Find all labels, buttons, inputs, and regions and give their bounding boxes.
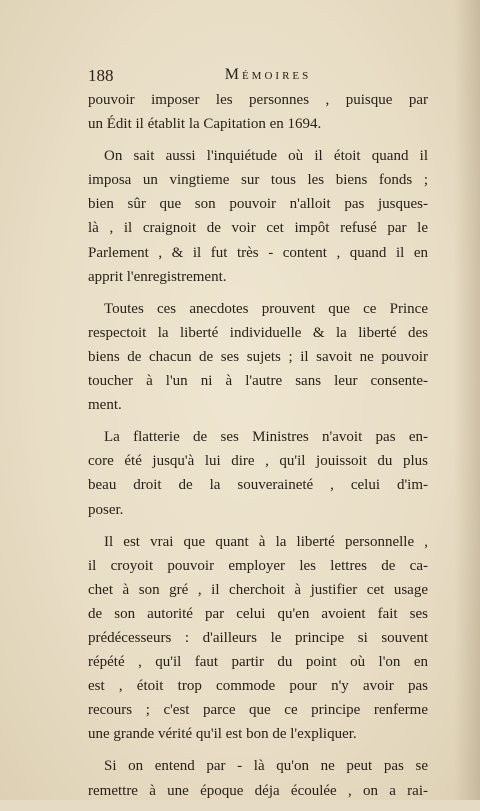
text-line: prédécesseurs : d'ailleurs le principe si souvent <box>88 629 428 646</box>
text-line: répété , qu'il faut partir du point où l'on en <box>88 654 428 671</box>
paragraph <box>88 297 428 417</box>
paragraph <box>88 530 428 747</box>
text-line: La flatterie de ses Ministres n'avoit pas en- <box>104 429 428 446</box>
text-line: bien sûr que son pouvoir n'alloit pas jusques- <box>88 196 428 213</box>
text-line: apprit l'enregistrement. <box>88 268 227 285</box>
paragraph <box>88 88 428 136</box>
running-head <box>88 66 428 88</box>
text-line: beau droit de la souveraineté , celui d'im- <box>88 477 428 494</box>
text-line: une grande vérité qu'il est bon de l'expliquer. <box>88 726 357 743</box>
text-line: il croyoit pouvoir employer les lettres de ca- <box>88 557 428 574</box>
text-line: recours ; c'est parce que ce principe renferme <box>88 702 428 719</box>
text-line: Il est vrai que quant à la liberté personnelle , <box>104 533 428 550</box>
text-line: de son autorité par celui qu'en avoient fait ses <box>88 605 428 622</box>
text-line: poser. <box>88 501 124 518</box>
body-text <box>88 88 428 811</box>
text-line: chet à son gré , il cherchoit à justifier cet usage <box>88 581 428 598</box>
page-number: 188 <box>88 66 114 85</box>
paragraph <box>88 425 428 521</box>
text-line: Si on entend par - là qu'on ne peut pas se <box>104 758 428 775</box>
text-line: un Édit il établit la Capitation en 1694. <box>88 116 322 133</box>
paragraph <box>88 754 428 802</box>
text-line: imposa un vingtieme sur tous les biens fonds ; <box>88 172 428 189</box>
paragraph <box>88 144 428 289</box>
running-title: Mémoires <box>224 66 312 83</box>
text-line: ment. <box>88 397 122 414</box>
text-line: toucher à l'un ni à l'autre sans leur consente- <box>88 373 428 390</box>
text-line: respectoit la liberté individuelle & la liberté des <box>88 324 428 341</box>
text-line: remettre à une époque déja écoulée , on a rai- <box>88 782 428 799</box>
text-line: là , il craignoit de voir cet impôt refusé par le <box>88 220 428 237</box>
text-line: pouvoir imposer les personnes , puisque par <box>88 92 428 108</box>
text-line: Toutes ces anecdotes prouvent que ce Prince <box>104 300 428 317</box>
text-line: core été jusqu'à lui dire , qu'il jouissoit du plus <box>88 453 428 470</box>
text-line: biens de chacun de ses sujets ; il savoit ne pouvoir <box>88 348 428 365</box>
text-line: On sait aussi l'inquiétude où il étoit quand il <box>104 148 428 165</box>
text-line: Parlement , & il fut très - content , quand il en <box>88 244 428 261</box>
gutter-shadow <box>454 0 480 800</box>
text-line: est , étoit trop commode pour n'y avoir pas <box>88 678 428 695</box>
